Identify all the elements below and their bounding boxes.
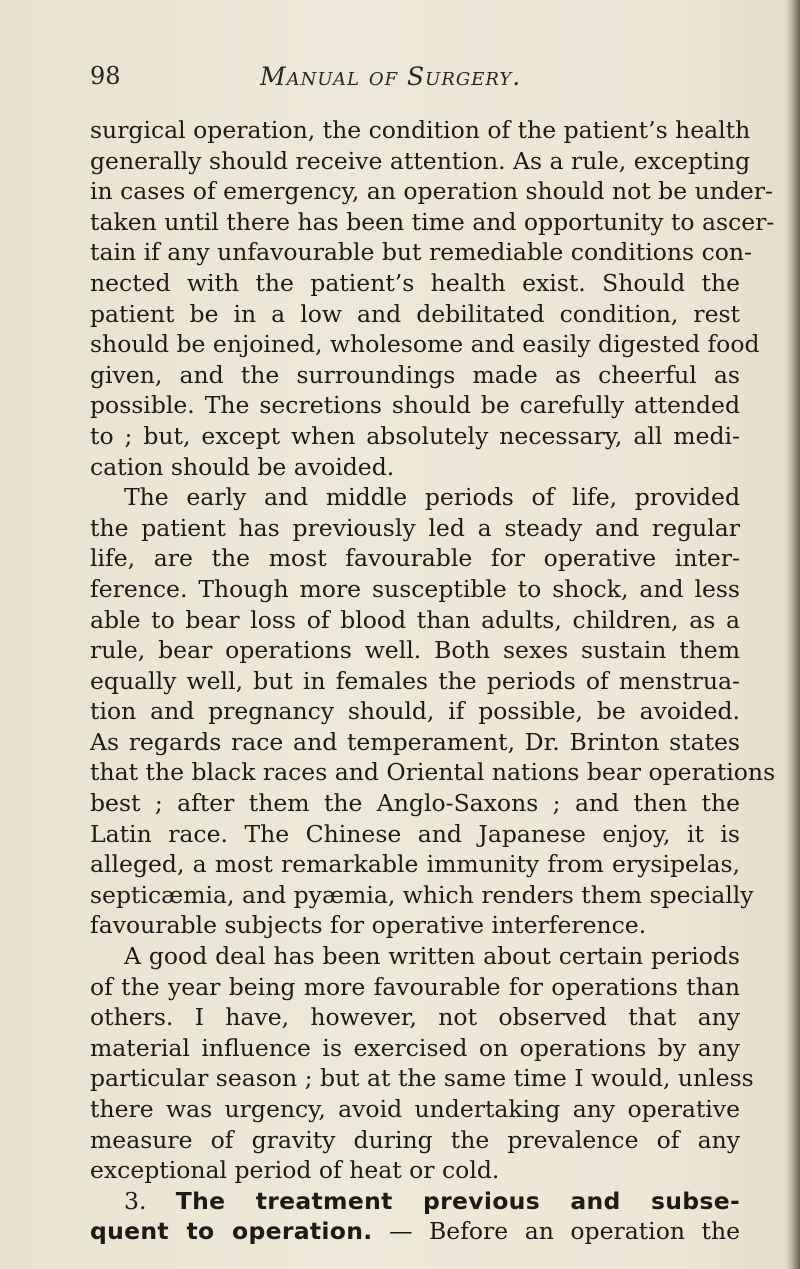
text-line: there was urgency, avoid undertaking any operative: [90, 1095, 740, 1123]
body-text: [90, 115, 776, 1247]
text-line: favourable subjects for operative interference.: [90, 911, 647, 940]
text-line: material influence is exercised on operations by any: [90, 1033, 740, 1062]
section-text: — Before an operation the: [389, 1217, 740, 1246]
text-line: should be enjoined, wholesome and easily digested food: [90, 330, 760, 359]
text-line: septicæmia, and pyæmia, which renders them specially: [90, 880, 754, 909]
text-line: given, and the surroundings made as cheerful as: [90, 360, 740, 389]
text-line: in cases of emergency, an operation should not be under-: [90, 177, 773, 206]
text-line: possible. The secretions should be carefully attended: [90, 391, 740, 420]
text-line: rule, bear operations well. Both sexes sustain them: [90, 636, 740, 665]
text-line: of the year being more favourable for operations than: [90, 972, 740, 1001]
section-heading-line: [90, 1186, 740, 1217]
paragraph-start-line: A good deal has been written about certain periods: [124, 942, 740, 971]
section-title-continued: quent to operation.: [90, 1217, 373, 1246]
running-header: [90, 62, 770, 92]
text-line: best ; after them the Anglo-Saxons ; and then the: [90, 789, 740, 818]
text-line: Latin race. The Chinese and Japanese enjoy, it is: [90, 819, 740, 848]
text-line: to ; but, except when absolutely necessary, all medi-: [90, 421, 740, 450]
text-line: measure of gravity during the prevalence of any: [90, 1125, 740, 1154]
section-number: 3.: [124, 1186, 147, 1215]
text-line: others. I have, however, not observed that any: [90, 1003, 740, 1032]
text-line: patient be in a low and debilitated condition, rest: [90, 299, 740, 328]
text-line: As regards race and temperament, Dr. Brinton states: [90, 727, 740, 756]
paragraph-start-line: The early and middle periods of life, provided: [124, 483, 740, 512]
text-line: equally well, but in females the periods of menstrua-: [90, 666, 740, 695]
text-line: generally should receive attention. As a rule, excepting: [90, 146, 751, 175]
text-line: particular season ; but at the same time I would, unless: [90, 1064, 754, 1093]
text-line: that the black races and Oriental nations bear operations: [90, 758, 776, 787]
text-line: tion and pregnancy should, if possible, be avoided.: [90, 697, 740, 726]
text-line: life, are the most favourable for operative inter-: [90, 544, 740, 573]
text-line: tain if any unfavourable but remediable conditions con-: [90, 238, 752, 267]
text-line: able to bear loss of blood than adults, children, as a: [90, 605, 740, 634]
text-line: cation should be avoided.: [90, 452, 395, 481]
text-line: exceptional period of heat or cold.: [90, 1156, 500, 1185]
page-edge-shadow: [786, 0, 800, 1269]
text-line: taken until there has been time and opportunity to ascer-: [90, 207, 775, 236]
text-line: alleged, a most remarkable immunity from erysipelas,: [90, 850, 740, 879]
text-line: ference. Though more susceptible to shock, and less: [90, 574, 740, 603]
section-heading-line: [90, 1216, 740, 1247]
text-line: surgical operation, the condition of the patient’s health: [90, 116, 751, 144]
running-title: Manual of Surgery.: [260, 62, 522, 91]
section-title: The treatment previous and subse-: [175, 1186, 740, 1215]
page-number: 98: [90, 62, 121, 90]
text-line: the patient has previously led a steady and regular: [90, 513, 740, 542]
text-line: nected with the patient’s health exist. Should the: [90, 268, 740, 297]
